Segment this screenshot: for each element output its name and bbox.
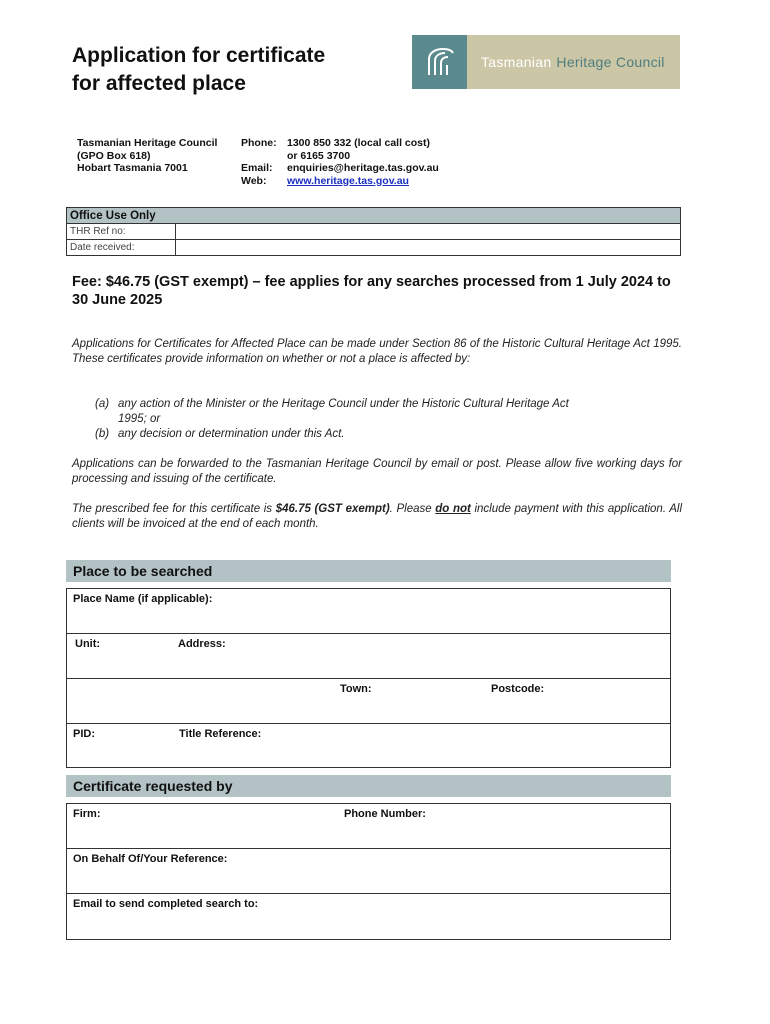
office-use-heading: Office Use Only bbox=[67, 208, 681, 224]
list-text-continued: 1995; or bbox=[118, 413, 161, 425]
logo-wordmark bbox=[467, 35, 680, 89]
thr-ref-field[interactable] bbox=[176, 224, 681, 240]
phone-number-label: Phone Number: bbox=[344, 808, 426, 820]
logo-text-tasmanian: Tasmanian bbox=[481, 54, 552, 70]
list-item bbox=[95, 397, 682, 427]
logo-text-heritage-council: Heritage Council bbox=[556, 54, 665, 70]
unit-label: Unit: bbox=[75, 638, 101, 650]
postal-address bbox=[77, 137, 217, 175]
unit-address-row[interactable] bbox=[67, 634, 670, 679]
po-box: (GPO Box 618) bbox=[77, 149, 151, 162]
thr-ref-label: THR Ref no: bbox=[67, 224, 176, 240]
list-text: any action of the Minister or the Heritage Council under the Historic Cultural Heritage Act bbox=[118, 398, 569, 410]
city: Hobart Tasmania 7001 bbox=[77, 162, 188, 174]
requester-section-heading: Certificate requested by bbox=[66, 775, 671, 797]
pid-title-row[interactable] bbox=[67, 724, 670, 769]
contact-details bbox=[241, 137, 439, 187]
page-title bbox=[72, 42, 402, 98]
office-use-table bbox=[66, 207, 681, 256]
list-marker: (a) bbox=[95, 398, 110, 410]
place-name-label: Place Name (if applicable): bbox=[73, 593, 213, 605]
title-line-2: for affected place bbox=[72, 72, 246, 95]
requester-form bbox=[66, 803, 671, 940]
prescribed-amount: $46.75 (GST exempt) bbox=[275, 503, 390, 515]
intro-paragraph: Applications for Certificates for Affected Place can be made under Section 86 of the Historic Cultural Heritage Act 1995. These certificates provide information on whether or not a place is affected by: bbox=[72, 338, 682, 365]
fee-notice: Fee: $46.75 (GST exempt) – fee applies for any searches processed from 1 July 2024 to 30 June 2025 bbox=[72, 274, 671, 308]
phone-label: Phone: bbox=[241, 137, 277, 149]
prescribed-text-3: include payment with this application. All clients will be invoiced at the end of each month. bbox=[72, 503, 683, 530]
behalf-row[interactable] bbox=[67, 849, 670, 894]
phone-value: 1300 850 332 (local call cost) bbox=[287, 137, 431, 149]
postcode-label: Postcode: bbox=[491, 683, 545, 695]
behalf-label: On Behalf Of/Your Reference: bbox=[73, 853, 228, 865]
list-marker: (b) bbox=[95, 428, 110, 440]
email-label: Email: bbox=[241, 162, 273, 174]
title-reference-label: Title Reference: bbox=[179, 728, 262, 740]
place-name-row[interactable] bbox=[67, 589, 670, 634]
forward-paragraph: Applications can be forwarded to the Tasmanian Heritage Council by email or post. Please allow five working days for processing and issuing of the certificate. bbox=[72, 458, 682, 485]
firm-phone-row[interactable] bbox=[67, 804, 670, 849]
email-completed-label: Email to send completed search to: bbox=[73, 898, 259, 910]
do-not-emphasis: do not bbox=[435, 503, 471, 515]
prescribed-text-2: . Please bbox=[389, 503, 436, 515]
town-postcode-row[interactable] bbox=[67, 679, 670, 724]
phone-alt: or 6165 3700 bbox=[287, 149, 351, 162]
tasmanian-heritage-council-logo bbox=[412, 35, 680, 89]
prescribed-text-1: The prescribed fee for this certificate is bbox=[72, 503, 276, 515]
pid-label: PID: bbox=[73, 728, 95, 740]
list-text: any decision or determination under this Act. bbox=[118, 428, 345, 440]
place-form bbox=[66, 588, 671, 768]
title-line-1: Application for certificate bbox=[72, 44, 326, 67]
town-label: Town: bbox=[340, 683, 372, 695]
list-item bbox=[95, 427, 682, 442]
email-value: enquiries@heritage.tas.gov.au bbox=[287, 162, 439, 174]
org-name: Tasmanian Heritage Council bbox=[77, 137, 218, 149]
address-label: Address: bbox=[178, 638, 226, 650]
email-row[interactable] bbox=[67, 894, 670, 939]
web-label: Web: bbox=[241, 174, 267, 187]
heritage-emblem-icon bbox=[412, 35, 467, 89]
prescribed-fee-paragraph bbox=[72, 502, 682, 532]
website-link[interactable]: www.heritage.tas.gov.au bbox=[287, 174, 409, 187]
place-section-heading: Place to be searched bbox=[66, 560, 671, 582]
firm-label: Firm: bbox=[73, 808, 101, 820]
date-received-field[interactable] bbox=[176, 240, 681, 256]
date-received-label: Date received: bbox=[67, 240, 176, 256]
